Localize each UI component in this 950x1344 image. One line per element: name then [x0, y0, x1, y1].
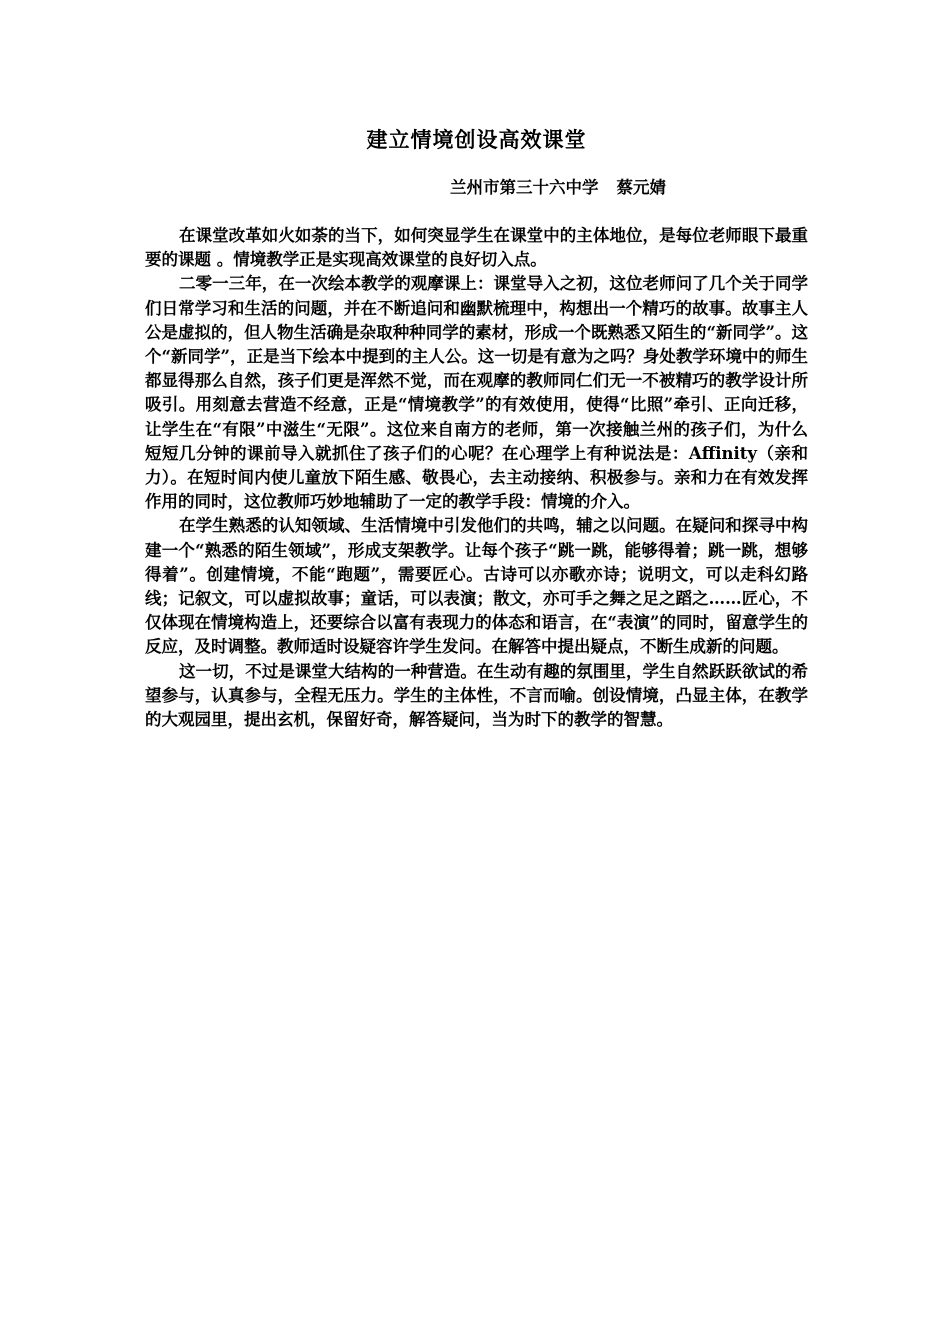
paragraph-4: 这一切，不过是课堂大结构的一种营造。在生动有趣的氛围里，学生自然跃跃欲试的希望参与，认真参与，全程无压力。学生的主体性，不言而喻。创设情境，凸显主体，在教学的大观园里，提出玄机，保留好奇，解答疑问，当为时下的教学的智慧。: [145, 661, 808, 730]
paragraph-3: 在学生熟悉的认知领域、生活情境中引发他们的共鸣，辅之以问题。在疑问和探寻中构建一个“熟悉的陌生领域”，形成支架教学。让每个孩子“跳一跳，能够得着；跳一跳，想够得着”。创建情境，不能“跑题”，需要匠心。古诗可以亦歌亦诗；说明文，可以走科幻路线；记叙文，可以虚拟故事；童话，可以表演；散文，亦可手之舞之足之蹈之……匠心，不仅体现在情境构造上，还要综合以富有表现力的体态和语言，在“表演”的同时，留意学生的反应，及时调整。教师适时设疑容许学生发问。在解答中提出疑点，不断生成新的问题。: [145, 516, 808, 657]
author-school: 兰州市第三十六中学: [450, 178, 599, 197]
paragraph-1: 在课堂改革如火如荼的当下，如何突显学生在课堂中的主体地位，是每位老师眼下最重要的课题 。情境教学正是实现高效课堂的良好切入点。: [145, 226, 808, 270]
document-page: [145, 0, 808, 1344]
document-title: 建立情境创设高效课堂: [366, 127, 587, 152]
author-line: [450, 174, 666, 198]
paragraph-2: 二零一三年，在一次绘本教学的观摩课上：课堂导入之初，这位老师问了几个关于同学们日常学习和生活的问题，并在不断追问和幽默梳理中，构想出一个精巧的故事。故事主人公是虚拟的，但人物生活确是杂取种种同学的素材，形成一个既熟悉又陌生的“新同学”。这个“新同学”，正是当下绘本中提到的主人公。这一切是有意为之吗？身处教学环境中的师生都显得那么自然，孩子们更是浑然不觉，而在观摩的教师同仁们无一不被精巧的教学设计所吸引。用刻意去营造不经意，正是“情境教学”的有效使用，使得“比照”牵引、正向迁移，让学生在“有限”中滋生“无限”。这位来自南方的老师，第一次接触兰州的孩子们，为什么短短几分钟的课前导入就抓住了孩子们的心呢？在心理学上有种说法是：Affinity（亲和力）。在短时间内使儿童放下陌生感、敬畏心，去主动接纳、积极参与。亲和力在有效发挥作用的同时，这位教师巧妙地辅助了一定的教学手段：情境的介入。: [145, 274, 808, 512]
author-name: 蔡元婧: [616, 178, 666, 197]
document-body: [145, 224, 808, 732]
